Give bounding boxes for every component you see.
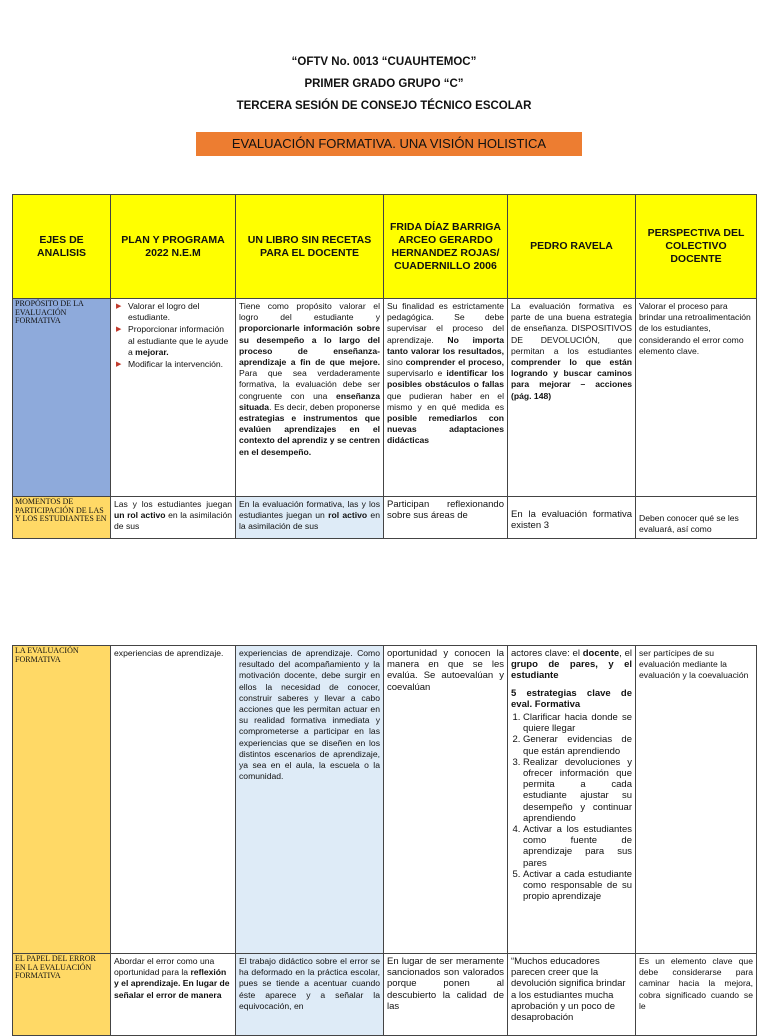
session-title: TERCERA SESIÓN DE CONSEJO TÉCNICO ESCOLAR xyxy=(236,100,532,112)
list-item: ▶ Valorar el logro del estudiante. xyxy=(128,301,232,323)
cell-frida-error: En lugar de ser meramente sancionados son valorados porque ponen al descubierto la calidad de las xyxy=(384,954,508,1036)
cell-libro-error: El trabajo didáctico sobre el error se ha deformado en la práctica escolar, pues se tiende a acentuar cuando éste aparece y a señalar la equivocación, en xyxy=(236,954,384,1036)
table-row-proposito xyxy=(13,299,757,497)
col-header-frida: FRIDA DÍAZ BARRIGA ARCEO GERARDO HERNANDEZ ROJAS/ CUADERNILLO 2006 xyxy=(384,195,508,299)
cell-libro-momentos: En la evaluación formativa, las y los estudiantes juegan un rol activo en la asimilación de sus xyxy=(236,497,384,539)
cell-ravela-error: “Muchos educadores parecen creer que la devolución significa brindar a los estudiantes mucha aprobación y un poco de desaprobación xyxy=(508,954,636,1036)
cell-plan-momentos-cont: experiencias de aprendizaje. xyxy=(111,646,236,954)
cell-plan-error: Abordar el error como una oportunidad para la reflexión y el aprendizaje. En lugar de señalar el error de manera xyxy=(111,954,236,1036)
cell-ravela-momentos: En la evaluación formativa existen 3 xyxy=(508,497,636,539)
list-item: 2. Generar evidencias de que están aprendiendo xyxy=(523,734,632,756)
cell-colectivo-proposito: Valorar el proceso para brindar una retroalimentación de los estudiantes, considerando el error como elemento clave. xyxy=(636,299,757,497)
table-row-momentos-cont xyxy=(13,646,757,954)
grade-group: PRIMER GRADO GRUPO “C” xyxy=(304,78,464,90)
table-header-row xyxy=(13,195,757,299)
cell-colectivo-momentos-cont: ser partícipes de su evaluación mediante la evaluación y la coevaluación xyxy=(636,646,757,954)
axis-momentos: MOMENTOS DE PARTICIPACIÓN DE LAS Y LOS ESTUDIANTES EN xyxy=(13,497,111,539)
cell-frida-proposito: Su finalidad es estrictamente pedagógica. Se debe supervisar el proceso del aprendizaje. No importa tanto valorar los resultados, sino comprender el proceso, supervisarlo e identificar los posibles obstáculos o fallas que pudieran haber en el mismo y en qué medida es posible remediarlos con nuevas adaptaciones didácticas xyxy=(384,299,508,497)
col-header-plan: PLAN Y PROGRAMA 2022 N.E.M xyxy=(111,195,236,299)
axis-momentos-cont: LA EVALUACIÓN FORMATIVA xyxy=(13,646,111,954)
list-item: 1. Clarificar hacia donde se quiere llegar xyxy=(523,712,632,734)
strategies-title: 5 estrategias clave de eval. Formativa xyxy=(511,687,632,710)
analysis-table-page-1 xyxy=(12,194,757,539)
col-header-ejes: EJES DE ANALISIS xyxy=(13,195,111,299)
analysis-table-page-2 xyxy=(12,645,757,1036)
list-item: 4. Activar a los estudiantes como fuente de aprendizaje para sus pares xyxy=(523,824,632,869)
strategies-list xyxy=(511,712,632,902)
cell-ravela-momentos-cont: actores clave: el docente, el grupo de pares, y el estudiante 5 estrategias clave de eval. Formativa 1. Clarificar hacia donde se quiere llegar 2. Generar evidencias de que están aprendiendo 3. Realizar devoluciones y ofrecer información que permita a cada estudiante ajustar su desempeño y continuar aprendiendo 4. Activar a los estudiantes como fuente de aprendizaje para sus pares 5. Activar a cada estudiante como responsable de su propio aprendizaje xyxy=(508,646,636,954)
list-item: 3. Realizar devoluciones y ofrecer información que permita a cada estudiante ajustar su desempeño y continuar aprendiendo xyxy=(523,757,632,824)
list-item: ▶ Modificar la intervención. xyxy=(128,359,232,370)
list-item: ▶ Proporcionar información al estudiante que le ayude a mejorar. xyxy=(128,324,232,358)
cell-plan-momentos: Las y los estudiantes juegan un rol activo en la asimilación de sus xyxy=(111,497,236,539)
cell-libro-momentos-cont: experiencias de aprendizaje. Como resultado del acompañamiento y la motivación docente, debe surgir en ellos la necesidad de conocer, construir saberes y llevar a cabo acciones que les permitan actuar en su realidad formativa inmediata y comprometerse a participar en las experiencias que se diseñen en los distintos escenarios de aprendizaje, ya sea en el aula, la escuela o la comunidad. xyxy=(236,646,384,954)
cell-libro-proposito: Tiene como propósito valorar el logro del estudiante y proporcionarle información sobre su desempeño a lo largo del proceso de enseñanza-aprendizaje a fin de que mejore. Para que sea verdaderamente formativa, la evaluación debe ser congruente con una enseñanza situada. Es decir, deben proponerse estrategias e instrumentos que evalúen aprendizajes en el contexto del aprendiz y se centren en el desempeño. xyxy=(236,299,384,497)
cell-colectivo-momentos: Deben conocer qué se les evaluará, así como xyxy=(636,497,757,539)
cell-frida-momentos: Participan reflexionando sobre sus áreas de xyxy=(384,497,508,539)
cell-frida-momentos-cont: oportunidad y conocen la manera en que se les evalúa. Se autoevalúan y coevalúan xyxy=(384,646,508,954)
document-banner: EVALUACIÓN FORMATIVA. UNA VISIÓN HOLISTICA xyxy=(196,132,582,156)
axis-proposito: PROPÓSITO DE LA EVALUACIÓN FORMATIVA xyxy=(13,299,111,497)
school-name: “OFTV No. 0013 “CUAUHTEMOC” xyxy=(291,56,477,68)
cell-ravela-proposito: La evaluación formativa es parte de una buena estrategia de enseñanza. DISPOSITIVOS DE DEVOLUCIÓN, que permitan a los estudiantes comprender lo que están logrando y buscar caminos para mejorar – acciones (pág. 148) xyxy=(508,299,636,497)
list-item: 5. Activar a cada estudiante como responsable de su propio aprendizaje xyxy=(523,869,632,903)
cell-colectivo-error: Es un elemento clave que debe considerarse para caminar hacia la mejora, cobra significado cuando se le xyxy=(636,954,757,1036)
col-header-ravela: PEDRO RAVELA xyxy=(508,195,636,299)
cell-plan-proposito xyxy=(111,299,236,497)
axis-error: EL PAPEL DEL ERROR EN LA EVALUACIÓN FORMATIVA xyxy=(13,954,111,1036)
table-row-momentos xyxy=(13,497,757,539)
col-header-colectivo: PERSPECTIVA DEL COLECTIVO DOCENTE xyxy=(636,195,757,299)
col-header-libro: UN LIBRO SIN RECETAS PARA EL DOCENTE xyxy=(236,195,384,299)
table-row-error xyxy=(13,954,757,1036)
